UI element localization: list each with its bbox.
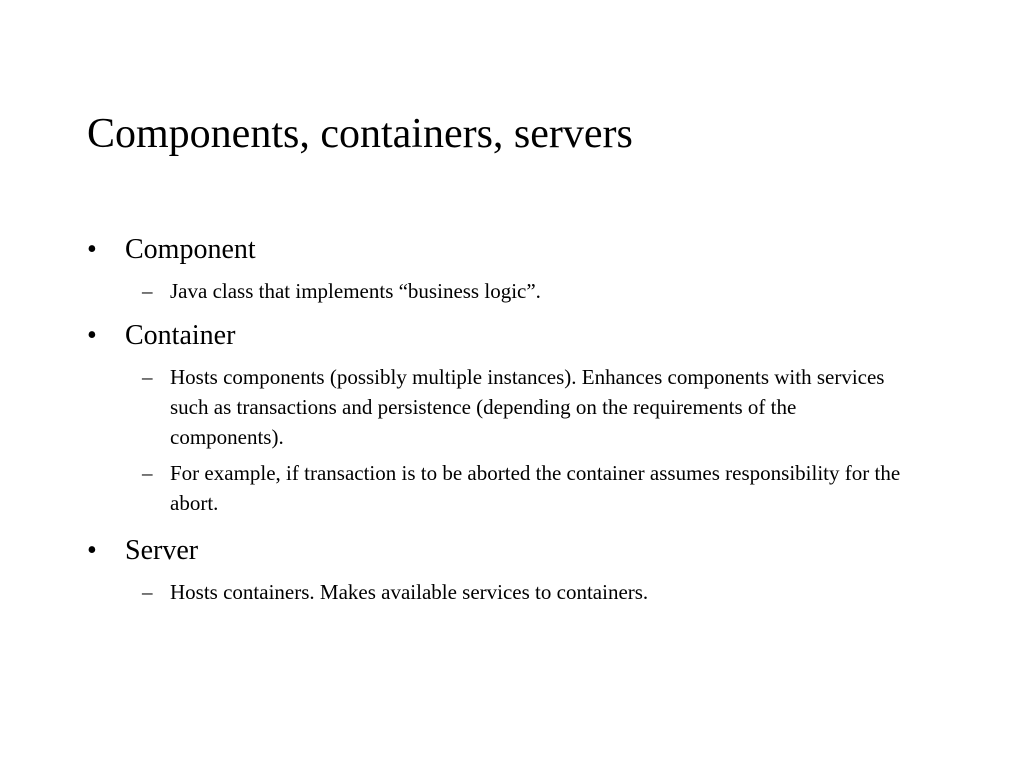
sub-list bbox=[87, 276, 937, 306]
bullet-label: Server bbox=[125, 535, 199, 566]
bullet-label: Component bbox=[125, 234, 256, 265]
bullet-row bbox=[87, 533, 937, 569]
bullet-dot-icon: • bbox=[87, 234, 97, 265]
dash-icon: – bbox=[142, 365, 153, 389]
sub-list bbox=[87, 577, 937, 607]
slide-title: Components, containers, servers bbox=[87, 111, 633, 157]
sub-item bbox=[142, 458, 910, 518]
bullet-dot-icon: • bbox=[87, 320, 97, 351]
sub-item bbox=[142, 276, 910, 306]
sub-item-text: For example, if transaction is to be aborted the container assumes responsibility for the abort. bbox=[170, 461, 901, 515]
sub-item-text: Java class that implements “business logic”. bbox=[170, 279, 541, 303]
dash-icon: – bbox=[142, 279, 153, 303]
bullet-item-component bbox=[87, 232, 937, 306]
bullet-row bbox=[87, 318, 937, 354]
sub-item-text: Hosts containers. Makes available services to containers. bbox=[170, 580, 649, 604]
bullet-row bbox=[87, 232, 937, 268]
sub-list bbox=[87, 362, 937, 518]
bullet-dot-icon: • bbox=[87, 535, 97, 566]
sub-item bbox=[142, 362, 910, 452]
bullet-item-server bbox=[87, 533, 937, 607]
dash-icon: – bbox=[142, 461, 153, 485]
sub-item bbox=[142, 577, 910, 607]
sub-item-text: Hosts components (possibly multiple instances). Enhances components with services such as transactions and persistence (depending on the requirements of the components). bbox=[170, 365, 885, 449]
bullet-label: Container bbox=[125, 320, 236, 351]
dash-icon: – bbox=[142, 580, 153, 604]
bullet-item-container bbox=[87, 318, 937, 518]
